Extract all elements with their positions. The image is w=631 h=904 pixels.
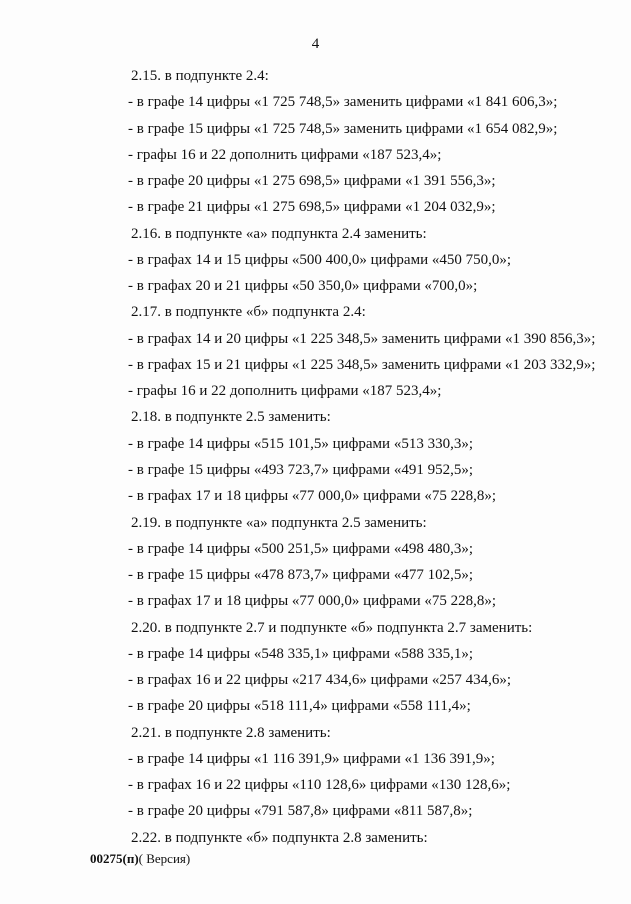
amendment-item: - в графах 17 и 18 цифры «77 000,0» цифрами «75 228,8»; <box>128 488 497 505</box>
amendment-item: - в графах 15 и 21 цифры «1 225 348,5» заменить цифрами «1 203 332,9»; <box>128 356 596 373</box>
page-number: 4 <box>311 36 320 52</box>
amendment-item: - в графах 17 и 18 цифры «77 000,0» цифрами «75 228,8»; <box>128 593 497 610</box>
amendment-item: - в графе 14 цифры «1 725 748,5» заменить цифрами «1 841 606,3»; <box>128 94 558 111</box>
amendment-item: - в графе 20 цифры «791 587,8» цифрами «811 587,8»; <box>128 803 473 820</box>
amendment-list <box>0 68 631 856</box>
section-heading: 2.15. в подпункте 2.4: <box>131 68 269 84</box>
amendment-item: - в графе 15 цифры «478 873,7» цифрами «477 102,5»; <box>128 567 473 584</box>
amendment-item: - графы 16 и 22 дополнить цифрами «187 523,4»; <box>128 383 442 400</box>
amendment-item: - в графах 16 и 22 цифры «217 434,6» цифрами «257 434,6»; <box>128 672 512 689</box>
amendment-item: - в графе 20 цифры «1 275 698,5» цифрами «1 391 556,3»; <box>128 173 496 190</box>
amendment-item: - в графе 20 цифры «518 111,4» цифрами «558 111,4»; <box>128 698 471 715</box>
footer-document-code: 00275(п) <box>90 851 139 866</box>
amendment-item: - в графе 14 цифры «500 251,5» цифрами «498 480,3»; <box>128 540 473 557</box>
amendment-item: - в графах 20 и 21 цифры «50 350,0» цифрами «700,0»; <box>128 278 478 295</box>
section-heading: 2.21. в подпункте 2.8 заменить: <box>131 724 331 741</box>
section-heading: 2.16. в подпункте «а» подпункта 2.4 заменить: <box>131 225 427 242</box>
footer <box>90 851 190 867</box>
amendment-item: - в графах 14 и 15 цифры «500 400,0» цифрами «450 750,0»; <box>128 251 512 268</box>
amendment-item: - в графе 14 цифры «548 335,1» цифрами «588 335,1»; <box>128 645 473 662</box>
amendment-item: - в графах 14 и 20 цифры «1 225 348,5» заменить цифрами «1 390 856,3»; <box>128 330 596 347</box>
amendment-item: - графы 16 и 22 дополнить цифрами «187 523,4»; <box>128 146 442 163</box>
section-heading: 2.19. в подпункте «а» подпункта 2.5 заменить: <box>131 514 427 531</box>
amendment-item: - в графе 14 цифры «515 101,5» цифрами «513 330,3»; <box>128 435 473 452</box>
section-heading: 2.17. в подпункте «б» подпункта 2.4: <box>131 304 366 321</box>
footer-version: ( Версия) <box>138 851 191 866</box>
amendment-item: - в графе 15 цифры «493 723,7» цифрами «491 952,5»; <box>128 461 473 478</box>
section-heading: 2.18. в подпункте 2.5 заменить: <box>131 409 331 426</box>
section-heading: 2.20. в подпункте 2.7 и подпункте «б» подпункта 2.7 заменить: <box>131 619 533 636</box>
amendment-item: - в графах 16 и 22 цифры «110 128,6» цифрами «130 128,6»; <box>128 777 511 794</box>
amendment-item: - в графе 15 цифры «1 725 748,5» заменить цифрами «1 654 082,9»; <box>128 120 558 137</box>
section-heading: 2.22. в подпункте «б» подпункта 2.8 заменить: <box>131 829 428 846</box>
amendment-item: - в графе 14 цифры «1 116 391,9» цифрами «1 136 391,9»; <box>128 750 495 767</box>
amendment-item: - в графе 21 цифры «1 275 698,5» цифрами «1 204 032,9»; <box>128 199 496 216</box>
